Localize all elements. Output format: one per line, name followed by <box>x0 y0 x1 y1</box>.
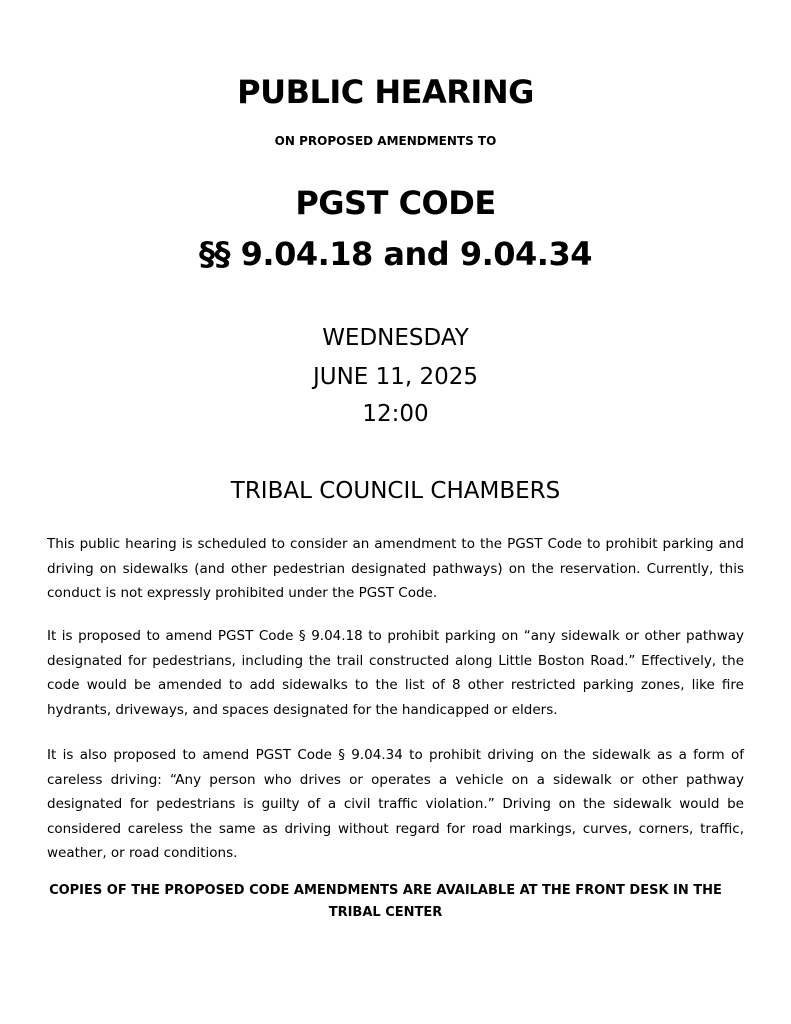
hearing-location: TRIBAL COUNCIL CHAMBERS <box>230 478 561 504</box>
hearing-time: 12:00 <box>362 401 429 427</box>
body-paragraph-3: It is also proposed to amend PGST Code § 9.04.34 to prohibit driving on the sidewalk as a form of careless driving: “Any person who drives or operates a vehicle on a sidewalk or other pathway designated for pedestrians is guilty of a civil traffic violation.” Driving on the sidewalk would be considered careless the same as driving without regard for road markings, curves, corners, traffic, weather, or road conditions. <box>47 747 744 861</box>
code-sections: §§ 9.04.18 and 9.04.34 <box>199 235 592 273</box>
hearing-day: WEDNESDAY <box>322 325 469 351</box>
code-title: PGST CODE <box>295 184 496 222</box>
hearing-date: JUNE 11, 2025 <box>312 364 479 390</box>
copies-notice <box>0 880 771 924</box>
copies-notice-line-2: TRIBAL CENTER <box>328 905 443 920</box>
copies-notice-line-1: COPIES OF THE PROPOSED CODE AMENDMENTS ARE AVAILABLE AT THE FRONT DESK IN THE <box>49 883 722 898</box>
body-paragraph-2: It is proposed to amend PGST Code § 9.04.18 to prohibit parking on “any sidewalk or other pathway designated for pedestrians, including the trail constructed along Little Boston Road.” Effectively, the code would be amended to add sidewalks to the list of 8 other restricted parking zones, like fire hydrants, driveways, and spaces designated for the handicapped or elders. <box>47 628 744 718</box>
notice-title: PUBLIC HEARING <box>237 73 534 111</box>
notice-subtitle: ON PROPOSED AMENDMENTS TO <box>274 134 497 148</box>
body-paragraph-1: This public hearing is scheduled to consider an amendment to the PGST Code to prohibit parking and driving on sidewalks (and other pedestrian designated pathways) on the reservation. Currently, this conduct is not expressly prohibited under the PGST Code. <box>47 536 744 601</box>
